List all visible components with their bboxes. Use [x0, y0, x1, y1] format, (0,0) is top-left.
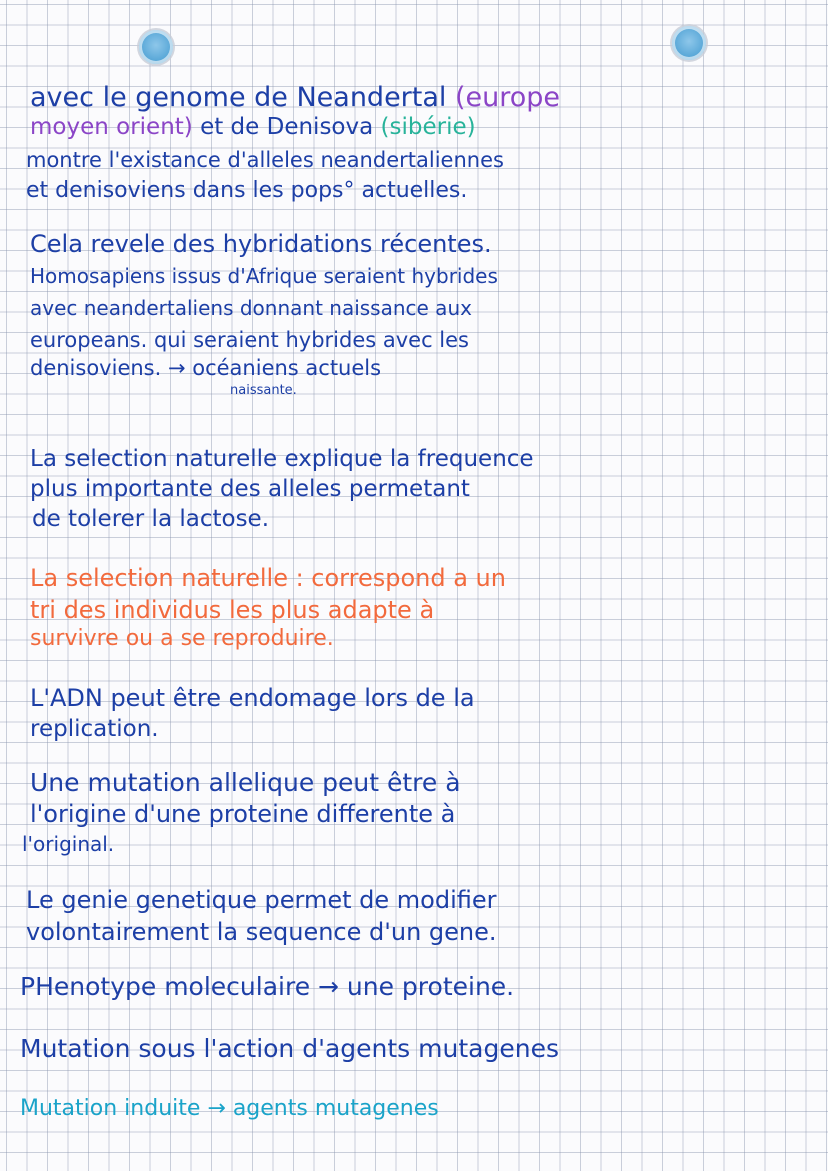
note-line: naissante. [230, 383, 297, 398]
note-line: volontairement la sequence d'un gene. [26, 918, 497, 946]
note-line: La selection naturelle explique la frequence [30, 446, 534, 472]
note-line: l'original. [22, 832, 115, 856]
note-text-highlight: moyen orient) [30, 114, 193, 140]
binder-hole-right [672, 26, 706, 60]
note-line: et denisoviens dans les pops° actuelles. [26, 178, 468, 203]
note-line: replication. [30, 716, 159, 742]
note-line: Cela revele des hybridations récentes. [30, 230, 492, 258]
note-line [30, 116, 476, 139]
note-line: Le genie genetique permet de modifier [26, 886, 497, 914]
note-line: survivre ou a se reproduire. [30, 626, 334, 651]
note-line: La selection naturelle : correspond a un [30, 564, 506, 592]
note-line: Mutation sous l'action d'agents mutagenes [20, 1034, 559, 1063]
note-line: europeans. qui seraient hybrides avec les [30, 328, 469, 352]
note-line: PHenotype moleculaire → une proteine. [20, 972, 515, 1001]
note-line: montre l'existance d'alleles neandertaliennes [26, 148, 504, 172]
note-text: et de Denisova [192, 114, 381, 140]
note-line: Une mutation allelique peut être à [30, 768, 461, 797]
note-line: denisoviens. → océaniens actuels [30, 356, 382, 380]
note-line: Mutation induite → agents mutagenes [20, 1096, 439, 1121]
note-text: avec le genome de Neandertal [30, 82, 455, 113]
note-line: avec neandertaliens donnant naissance aux [30, 296, 472, 320]
note-line: L'ADN peut être endomage lors de la [30, 684, 475, 712]
binder-hole-left [139, 30, 173, 64]
note-text-highlight: (europe [455, 82, 561, 113]
note-text-highlight: (sibérie) [380, 114, 476, 140]
note-line: plus importante des alleles permetant [30, 476, 470, 502]
note-line: Homosapiens issus d'Afrique seraient hybrides [30, 264, 498, 288]
note-line: tri des individus les plus adapte à [30, 596, 435, 624]
note-line: l'origine d'une proteine differente à [30, 800, 456, 828]
note-line: de tolerer la lactose. [32, 506, 270, 532]
note-line [30, 84, 560, 111]
